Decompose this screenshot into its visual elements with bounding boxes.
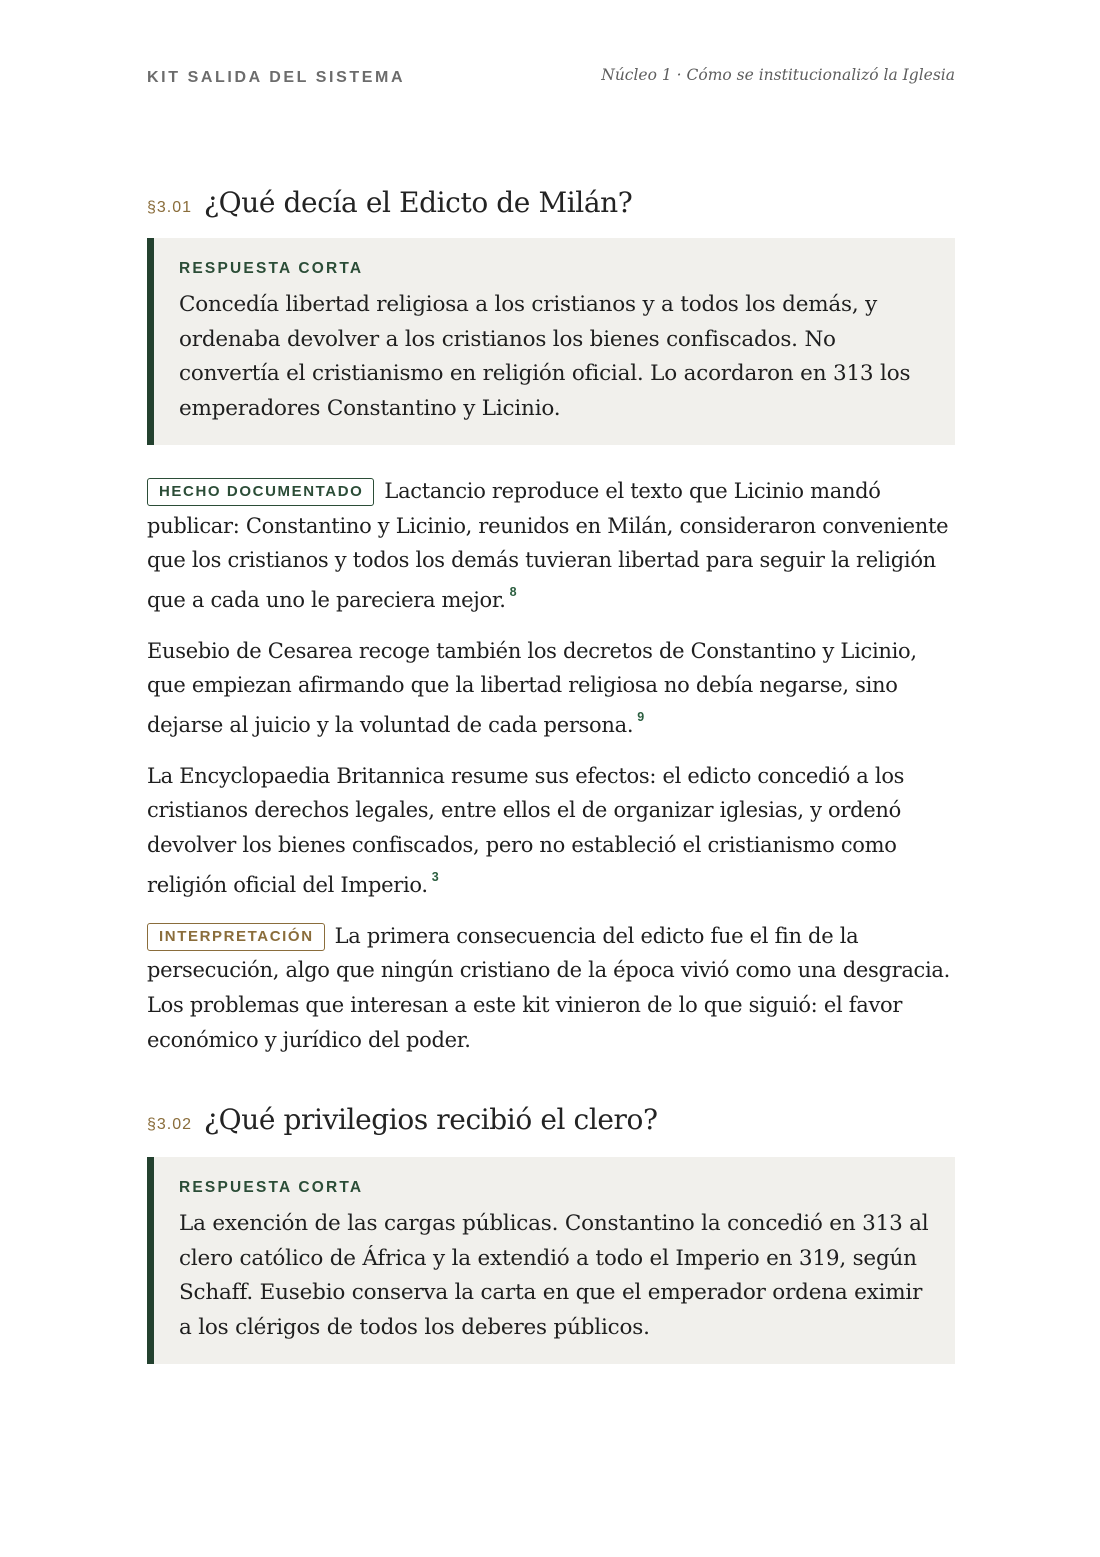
short-answer-label: RESPUESTA CORTA [179,1179,364,1196]
section-title: ¿Qué decía el Edicto de Milán? [204,186,633,219]
paragraph-britannica [147,759,955,903]
paragraph-fact [147,474,955,618]
short-answer-text: La exención de las cargas públicas. Constantino la concedió en 313 al clero católico de África y la extendió a todo el Imperio en 319, según Schaff. Eusebio conserva la carta en que el emperador ordena eximir a los clérigos de todos los deberes públicos. [179,1211,929,1341]
section-heading [147,186,955,226]
short-answer-label: RESPUESTA CORTA [179,260,364,277]
footnote-marker[interactable]: 3 [431,869,439,884]
section-3-01 [147,186,955,1057]
paragraph-text: La Encyclopaedia Britannica resume sus efectos: el edicto concedió a los cristianos derechos legales, entre ellos el de organizar iglesias, y ordenó devolver los bienes confiscados, pero no estableció el cristianismo como religión oficial del Imperio. [147,763,905,897]
section-number: §3.01 [147,199,193,216]
running-header [147,66,955,90]
section-heading [147,1103,955,1143]
paragraph-text: Lactancio reproduce el texto que Licinio mandó publicar: Constantino y Licinio, reunidos en Milán, consideraron conveniente que los cristianos y todos los demás tuvieran libertad para seguir la religión que a cada uno le pareciera mejor. [147,478,949,612]
footnote-marker[interactable]: 9 [637,710,644,725]
interpretation-tag: INTERPRETACIÓN [147,923,325,951]
paragraph-text: La primera consecuencia del edicto fue el fin de la persecución, algo que ningún cristiano de la época vivió como una desgracia. Los problemas que interesan a este kit vinieron de lo que siguió: el favor económico y jurídico del poder. [147,923,951,1052]
short-answer-box [147,1157,955,1364]
section-3-02 [147,1103,955,1364]
section-number: §3.02 [147,1116,193,1133]
section-title: ¿Qué privilegios recibió el clero? [204,1103,658,1136]
footnote-marker[interactable]: 8 [509,584,517,599]
short-answer-box [147,238,955,445]
running-head-kit-title: KIT SALIDA DEL SISTEMA [147,69,406,86]
fact-tag: HECHO DOCUMENTADO [147,478,374,506]
paragraph-text: Eusebio de Cesarea recoge también los decretos de Constantino y Licinio, que empiezan afirmando que la libertad religiosa no debía negarse, sino dejarse al juicio y la voluntad de cada persona. [147,638,917,738]
paragraph-interpretation [147,919,955,1058]
paragraph-eusebio [147,634,955,743]
short-answer-text: Concedía libertad religiosa a los cristianos y a todos los demás, y ordenaba devolver a los cristianos los bienes confiscados. No convertía el cristianismo en religión oficial. Lo acordaron en 313 los emperadores Constantino y Licinio. [179,292,911,422]
running-head-chapter: Núcleo 1 · Cómo se institucionalizó la Iglesia [601,66,955,84]
